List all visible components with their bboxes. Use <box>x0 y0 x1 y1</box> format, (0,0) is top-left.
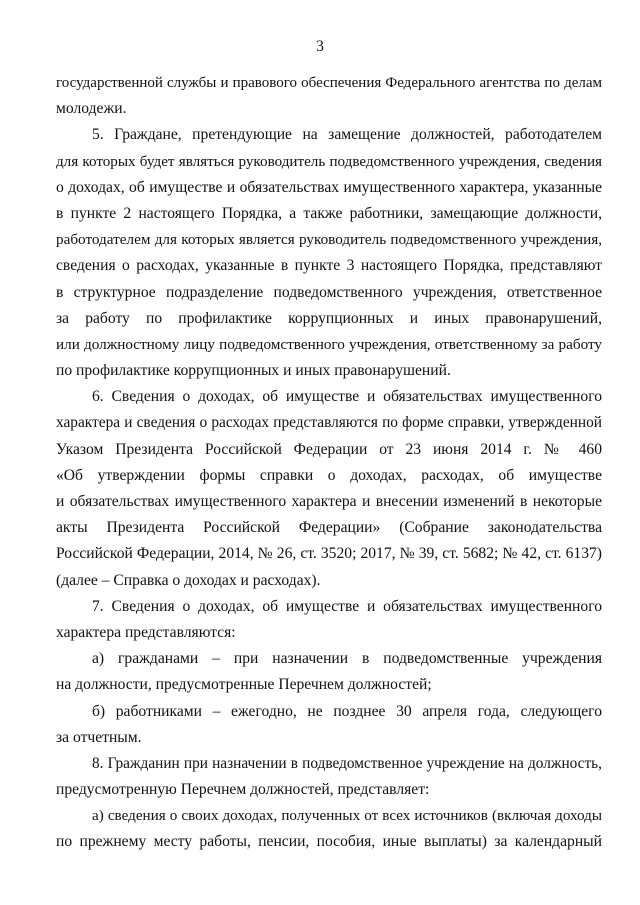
text-line: а) гражданами – при назначении в подведомственные учреждения <box>92 650 602 668</box>
text-line: по профилактике коррупционных и иных правонарушений. <box>56 362 451 380</box>
paragraph-5 <box>56 122 602 384</box>
document-body <box>56 70 602 856</box>
text-line: 6. Сведения о доходах, об имуществе и обязательствах имущественного <box>92 388 602 406</box>
paragraph-7b <box>56 699 602 751</box>
text-line: а) сведения о своих доходах, полученных от всех источников (включая доходы <box>92 808 602 825</box>
text-line: предусмотренную Перечнем должностей, представляет: <box>56 781 430 799</box>
text-line: Указом Президента Российской Федерации от 23 июня 2014 г. № 460 <box>56 440 602 458</box>
paragraph-continuation <box>56 70 602 122</box>
paragraph-7 <box>56 594 602 646</box>
paragraph-8 <box>56 751 602 803</box>
text-line: (далее – Справка о доходах и расходах). <box>56 571 321 589</box>
text-line: за отчетным. <box>56 728 142 746</box>
text-line: б) работниками – ежегодно, не позднее 30 апреля года, следующего <box>92 702 602 720</box>
text-line: акты Президента Российской Федерации» (Собрание законодательства <box>56 519 602 537</box>
text-line: в пункте 2 настоящего Порядка, а также работники, замещающие должности, <box>56 204 602 222</box>
text-line: 5. Граждане, претендующие на замещение должностей, работодателем <box>92 126 602 144</box>
text-line: характера и сведения о расходах представляются по форме справки, утвержденной <box>56 414 602 432</box>
text-line: по прежнему месту работы, пенсии, пособия, иные выплаты) за календарный <box>56 833 602 851</box>
text-line: Российской Федерации, 2014, № 26, ст. 3520; 2017, № 39, ст. 5682; № 42, ст. 6137) <box>56 545 602 563</box>
text-line: характера представляются: <box>56 623 236 641</box>
paragraph-6 <box>56 384 602 594</box>
text-line: в структурное подразделение подведомственного учреждения, ответственное <box>56 283 602 301</box>
text-line: сведения о расходах, указанные в пункте 3 настоящего Порядка, представляют <box>56 257 602 275</box>
text-line: 8. Гражданин при назначении в подведомственное учреждение на должность, <box>92 754 602 772</box>
text-line: 7. Сведения о доходах, об имуществе и обязательствах имущественного <box>92 597 602 615</box>
paragraph-8a <box>56 803 602 855</box>
text-line: «Об утверждении формы справки о доходах, расходах, об имуществе <box>56 466 602 484</box>
text-line: или должностному лицу подведомственного учреждения, ответственному за работу <box>56 335 602 353</box>
text-line: о доходах, об имуществе и обязательствах имущественного характера, указанные <box>56 178 602 196</box>
text-line: на должности, предусмотренные Перечнем должностей; <box>56 676 432 694</box>
page-number: 3 <box>316 38 324 55</box>
text-line: и обязательствах имущественного характера и внесении изменений в некоторые <box>56 493 602 510</box>
text-line: работодателем для которых является руководитель подведомственного учреждения, <box>56 231 602 249</box>
text-line: за работу по профилактике коррупционных и иных правонарушений, <box>56 309 602 327</box>
text-line: для которых будет являться руководитель подведомственного учреждения, сведения <box>56 153 602 170</box>
paragraph-7a <box>56 646 602 698</box>
text-line: молодежи. <box>56 100 127 118</box>
text-line: государственной службы и правового обеспечения Федерального агентства по делам <box>56 75 602 91</box>
